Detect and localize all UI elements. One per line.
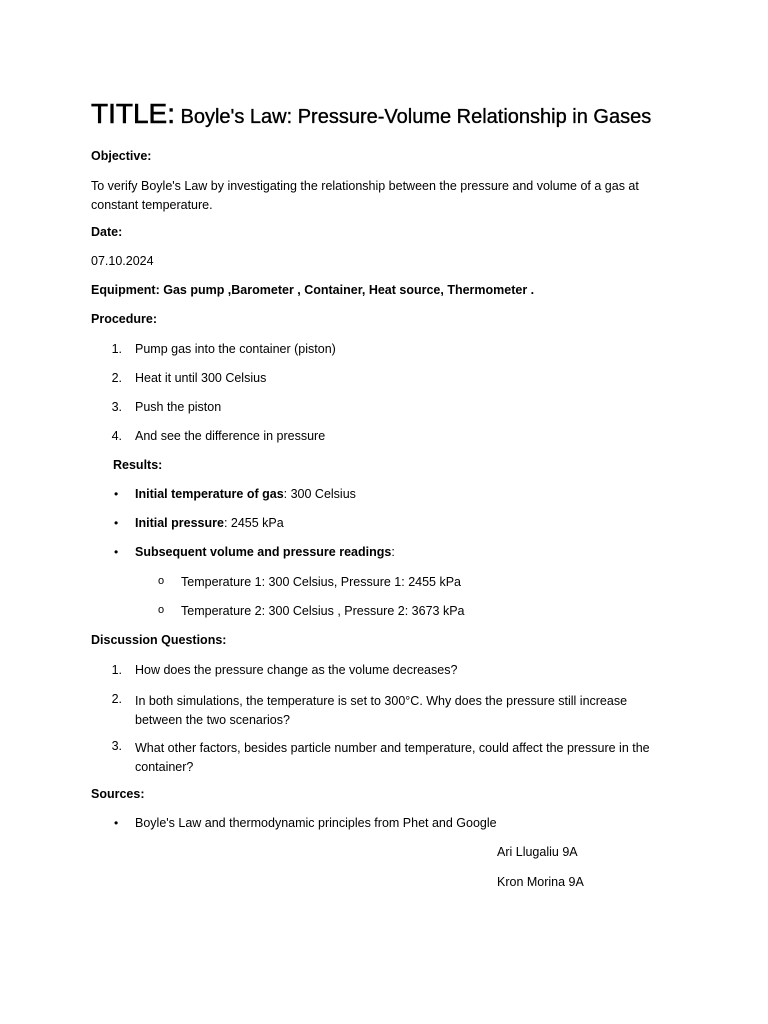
title-prefix: TITLE: [91, 98, 176, 129]
step-number: 4. [111, 429, 122, 443]
question-text: How does the pressure change as the volume decreases? [135, 663, 458, 677]
step-text: Heat it until 300 Celsius [135, 371, 267, 385]
result-label: Subsequent volume and pressure readings [135, 545, 392, 559]
circle-bullet-icon: o [158, 575, 165, 587]
result-label: Initial temperature of gas [135, 487, 284, 501]
step-text: Push the piston [135, 400, 222, 414]
author-name: Kron Morina 9A [497, 875, 584, 889]
question-number: 1. [111, 663, 122, 677]
equipment-text: Equipment: Gas pump ,Barometer , Container, Heat source, Thermometer . [91, 283, 535, 297]
question-number: 2. [111, 692, 122, 706]
step-text: Pump gas into the container (piston) [135, 342, 336, 356]
result-value: : 300 Celsius [283, 487, 356, 501]
reading-text: Temperature 2: 300 Celsius , Pressure 2: 3673 kPa [181, 604, 465, 618]
step-number: 2. [111, 371, 122, 385]
bullet-icon: • [114, 816, 119, 830]
date-label: Date: [91, 225, 123, 239]
date-value: 07.10.2024 [91, 254, 154, 268]
source-text: Boyle's Law and thermodynamic principles from Phet and Google [135, 816, 497, 830]
result-label: Initial pressure [135, 516, 224, 530]
objective-text: To verify Boyle's Law by investigating the relationship between the pressure and volume of a gas at constant temperature. [91, 179, 639, 212]
author-name: Ari Llugaliu 9A [497, 845, 578, 859]
circle-bullet-icon: o [158, 604, 165, 616]
result-value: : 2455 kPa [223, 516, 284, 530]
result-value: : [391, 545, 395, 559]
step-text: And see the difference in pressure [135, 429, 326, 443]
sources-label: Sources: [91, 787, 145, 801]
title-text: Boyle's Law: Pressure-Volume Relationship in Gases [180, 106, 652, 128]
page-title [91, 98, 651, 130]
results-label: Results: [113, 458, 163, 472]
reading-text: Temperature 1: 300 Celsius, Pressure 1: 2455 kPa [181, 575, 462, 589]
bullet-icon: • [114, 545, 119, 559]
bullet-icon: • [114, 487, 119, 501]
step-number: 3. [111, 400, 122, 414]
objective-label: Objective: [91, 149, 152, 163]
bullet-icon: • [114, 516, 119, 530]
procedure-label: Procedure: [91, 312, 157, 326]
discussion-label: Discussion Questions: [91, 633, 227, 647]
question-text: In both simulations, the temperature is set to 300°C. Why does the pressure still increase between the two scenarios? [135, 694, 628, 727]
step-number: 1. [111, 342, 122, 356]
question-number: 3. [111, 739, 122, 753]
question-text: What other factors, besides particle number and temperature, could affect the pressure in the container? [135, 741, 650, 774]
